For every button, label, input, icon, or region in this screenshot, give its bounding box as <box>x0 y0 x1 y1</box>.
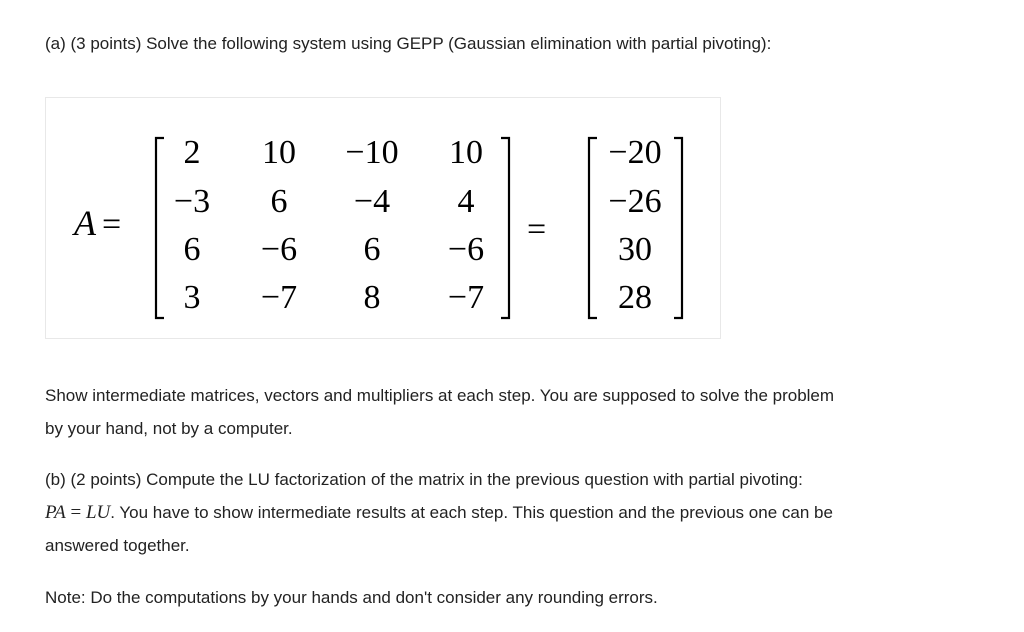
matrix-right-bracket <box>501 138 509 318</box>
math-equals: = <box>70 502 82 523</box>
middle-equals: = <box>527 211 547 248</box>
matrix-cell-r4-c4: −7 <box>447 279 485 316</box>
part-b-line-3: answered together. <box>45 536 190 555</box>
matrix-cell-r2-c3: −4 <box>353 183 391 220</box>
matrix-cell-r1-c1: 2 <box>183 134 201 171</box>
note-text: Note: Do the computations by your hands and don't consider any rounding errors. <box>45 588 658 607</box>
lhs-equals: = <box>102 206 122 243</box>
equation-svg <box>46 98 722 340</box>
matrix-cells <box>174 134 484 316</box>
math-lu: LU <box>85 502 111 523</box>
vector-cell-r4: 28 <box>618 279 652 316</box>
matrix-cell-r4-c3: 8 <box>363 279 381 316</box>
part-b-line-1: (b) (2 points) Compute the LU factorization of the matrix in the previous question with partial pivoting: <box>45 470 803 489</box>
vector-left-bracket <box>589 138 597 318</box>
instructions-line-2: by your hand, not by a computer. <box>45 419 293 438</box>
math-pa: PA <box>45 502 66 523</box>
vector-cell-r3: 30 <box>618 231 652 268</box>
vector-right-bracket <box>674 138 682 318</box>
matrix-cell-r1-c2: 10 <box>262 134 296 171</box>
part-a-text: (a) (3 points) Solve the following system using GEPP (Gaussian elimination with partial pivoting): <box>45 34 772 53</box>
matrix-cell-r1-c3: −10 <box>345 134 399 171</box>
matrix-cell-r3-c3: 6 <box>363 231 381 268</box>
vector-cell-r1: −20 <box>608 134 662 171</box>
instructions-line-1: Show intermediate matrices, vectors and multipliers at each step. You are supposed to solve the problem <box>45 386 835 405</box>
lhs-symbol: A <box>74 203 96 243</box>
matrix-cell-r4-c1: 3 <box>183 279 201 316</box>
vector-cell-r2: −26 <box>608 183 662 220</box>
matrix-cell-r3-c2: −6 <box>260 231 298 268</box>
part-b-line-2-rest: . You have to show intermediate results at each step. This question and the previous one can be <box>110 503 833 522</box>
equation-image <box>45 97 721 339</box>
matrix-cell-r2-c2: 6 <box>270 183 288 220</box>
part-b-line-2 <box>45 496 833 529</box>
matrix-cell-r1-c4: 10 <box>449 134 483 171</box>
vector-cells <box>608 134 661 316</box>
matrix-cell-r3-c1: 6 <box>183 231 201 268</box>
matrix-cell-r3-c4: −6 <box>447 231 485 268</box>
matrix-left-bracket <box>156 138 164 318</box>
matrix-cell-r2-c4: 4 <box>457 183 475 220</box>
matrix-cell-r4-c2: −7 <box>260 279 298 316</box>
matrix-cell-r2-c1: −3 <box>173 183 211 220</box>
